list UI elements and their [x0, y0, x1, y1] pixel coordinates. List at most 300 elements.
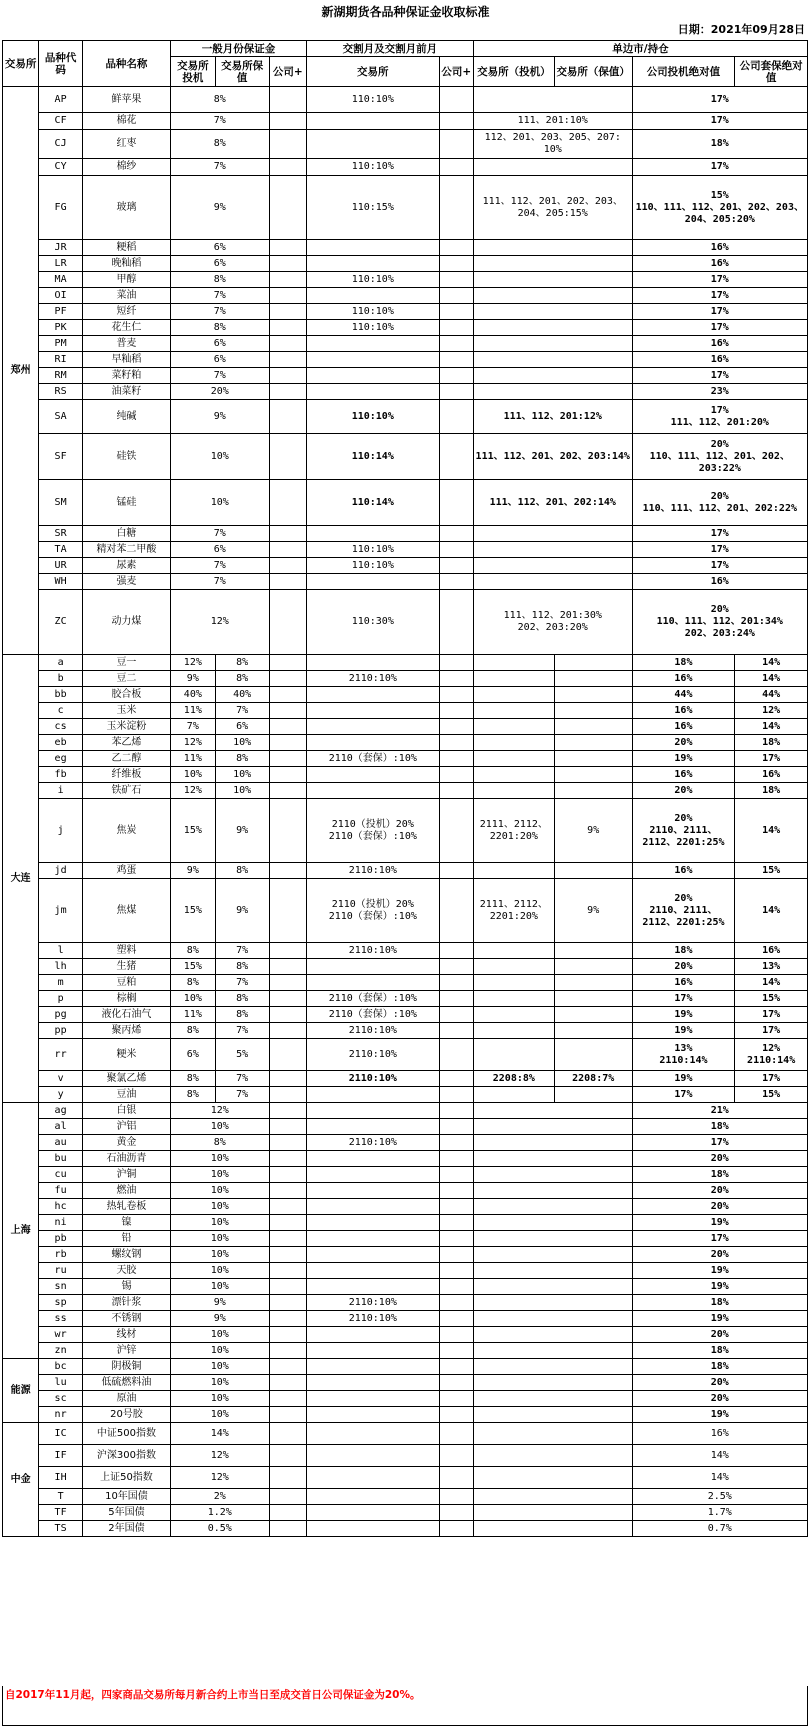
table-row	[3, 336, 808, 352]
table-row	[3, 735, 808, 751]
delivery-company-cell	[439, 558, 473, 574]
general-company-cell	[269, 1119, 306, 1135]
general-company-cell	[269, 783, 306, 799]
table-row	[3, 879, 808, 943]
table-row	[3, 272, 808, 288]
delivery-company-cell	[439, 1407, 473, 1423]
delivery-cell	[306, 1151, 439, 1167]
code-cell: ru	[39, 1263, 83, 1279]
general-margin-cell: 7%	[171, 574, 270, 590]
delivery-company-cell	[439, 959, 473, 975]
name-cell: 聚丙烯	[82, 1023, 170, 1039]
company-hedge-cell: 17%	[735, 1023, 808, 1039]
table-row	[3, 1007, 808, 1023]
name-cell: 棕榈	[82, 991, 170, 1007]
table-row	[3, 87, 808, 113]
single-spec-cell	[473, 975, 554, 991]
name-cell: 石油沥青	[82, 1151, 170, 1167]
code-cell: LR	[39, 256, 83, 272]
general-margin-cell: 10%	[171, 1151, 270, 1167]
single-hedge-cell	[554, 751, 632, 767]
company-hedge-cell: 17%	[735, 1007, 808, 1023]
table-row	[3, 113, 808, 130]
general-hedge-cell: 8%	[215, 959, 269, 975]
general-company-cell	[269, 368, 306, 384]
name-cell: 油菜籽	[82, 384, 170, 400]
table-row	[3, 863, 808, 879]
code-cell: IF	[39, 1445, 83, 1467]
general-spec-cell: 12%	[171, 655, 216, 671]
general-margin-cell: 7%	[171, 159, 270, 176]
single-hedge-cell	[554, 687, 632, 703]
delivery-company-cell	[439, 1199, 473, 1215]
delivery-company-cell	[439, 1279, 473, 1295]
company-spec-cell: 20%	[632, 783, 735, 799]
single-hedge-cell	[554, 1007, 632, 1023]
table-row	[3, 943, 808, 959]
delivery-company-cell	[439, 87, 473, 113]
table-row	[3, 590, 808, 655]
single-cell	[473, 159, 632, 176]
company-hedge-cell: 13%	[735, 959, 808, 975]
single-cell	[473, 1467, 632, 1489]
delivery-cell	[306, 767, 439, 783]
delivery-cell	[306, 240, 439, 256]
general-company-cell	[269, 336, 306, 352]
single-hedge-cell	[554, 1087, 632, 1103]
general-margin-cell: 2%	[171, 1489, 270, 1505]
company-spec-cell: 19%	[632, 1023, 735, 1039]
table-row	[3, 1295, 808, 1311]
company-cell: 19%	[632, 1263, 807, 1279]
general-company-cell	[269, 304, 306, 320]
company-cell: 17%	[632, 558, 807, 574]
table-row	[3, 1167, 808, 1183]
general-margin-cell: 10%	[171, 434, 270, 480]
general-company-cell	[269, 1375, 306, 1391]
header-row-1	[3, 41, 808, 57]
company-hedge-cell: 15%	[735, 1087, 808, 1103]
single-hedge-cell: 9%	[554, 879, 632, 943]
delivery-company-cell	[439, 799, 473, 863]
table-row	[3, 959, 808, 975]
general-margin-cell: 10%	[171, 1391, 270, 1407]
delivery-company-cell	[439, 1295, 473, 1311]
delivery-company-cell	[439, 1103, 473, 1119]
general-spec-cell: 8%	[171, 975, 216, 991]
company-cell: 14%	[632, 1467, 807, 1489]
single-cell	[473, 1135, 632, 1151]
code-cell: T	[39, 1489, 83, 1505]
general-company-cell	[269, 863, 306, 879]
company-hedge-cell: 17%	[735, 1071, 808, 1087]
delivery-cell: 2110（套保）:10%	[306, 1007, 439, 1023]
general-company-cell	[269, 574, 306, 590]
delivery-company-cell	[439, 1215, 473, 1231]
general-margin-cell: 10%	[171, 1119, 270, 1135]
code-cell: y	[39, 1087, 83, 1103]
general-margin-cell: 10%	[171, 1167, 270, 1183]
code-cell: eg	[39, 751, 83, 767]
single-hedge-cell	[554, 991, 632, 1007]
delivery-company-cell	[439, 719, 473, 735]
general-margin-cell: 8%	[171, 130, 270, 159]
general-spec-cell: 9%	[171, 671, 216, 687]
general-company-cell	[269, 975, 306, 991]
name-cell: 阴极铜	[82, 1359, 170, 1375]
single-cell	[473, 384, 632, 400]
single-cell	[473, 1263, 632, 1279]
name-cell: 原油	[82, 1391, 170, 1407]
delivery-cell: 110:10%	[306, 558, 439, 574]
code-cell: sc	[39, 1391, 83, 1407]
single-cell	[473, 1167, 632, 1183]
delivery-cell	[306, 1359, 439, 1375]
general-margin-cell: 10%	[171, 1375, 270, 1391]
company-cell: 18%	[632, 1167, 807, 1183]
general-company-cell	[269, 384, 306, 400]
general-company-cell	[269, 590, 306, 655]
general-company-cell	[269, 1103, 306, 1119]
company-hedge-cell: 14%	[735, 655, 808, 671]
general-hedge-cell: 10%	[215, 783, 269, 799]
code-cell: al	[39, 1119, 83, 1135]
company-spec-cell: 19%	[632, 1071, 735, 1087]
general-margin-cell: 10%	[171, 1279, 270, 1295]
code-cell: AP	[39, 87, 83, 113]
delivery-company-cell	[439, 687, 473, 703]
table-row	[3, 1311, 808, 1327]
name-cell: 沪深300指数	[82, 1445, 170, 1467]
code-cell: RI	[39, 352, 83, 368]
general-margin-cell: 8%	[171, 272, 270, 288]
code-cell: b	[39, 671, 83, 687]
delivery-company-cell	[439, 368, 473, 384]
name-cell: 螺纹钢	[82, 1247, 170, 1263]
general-company-cell	[269, 943, 306, 959]
single-cell	[473, 1505, 632, 1521]
general-margin-cell: 10%	[171, 480, 270, 526]
single-spec-cell	[473, 687, 554, 703]
company-cell: 20%	[632, 1183, 807, 1199]
company-spec-cell: 20%	[632, 959, 735, 975]
company-hedge-cell: 14%	[735, 719, 808, 735]
company-hedge-cell: 15%	[735, 863, 808, 879]
general-spec-cell: 6%	[171, 1039, 216, 1071]
general-spec-cell: 10%	[171, 991, 216, 1007]
general-spec-cell: 11%	[171, 751, 216, 767]
delivery-cell: 110:10%	[306, 159, 439, 176]
delivery-cell	[306, 1087, 439, 1103]
code-cell: TA	[39, 542, 83, 558]
delivery-cell	[306, 1505, 439, 1521]
table-row	[3, 783, 808, 799]
single-hedge-cell	[554, 671, 632, 687]
general-company-cell	[269, 799, 306, 863]
company-spec-cell: 17%	[632, 1087, 735, 1103]
single-cell: 111、201:10%	[473, 113, 632, 130]
company-cell: 17% 111、112、201:20%	[632, 400, 807, 434]
company-hedge-cell: 44%	[735, 687, 808, 703]
single-spec-cell	[473, 1039, 554, 1071]
general-margin-cell: 7%	[171, 304, 270, 320]
name-cell: 20号胶	[82, 1407, 170, 1423]
single-cell	[473, 1391, 632, 1407]
delivery-cell: 110:10%	[306, 320, 439, 336]
delivery-cell	[306, 1119, 439, 1135]
company-cell: 0.7%	[632, 1521, 807, 1537]
general-company-cell	[269, 1135, 306, 1151]
single-cell	[473, 1407, 632, 1423]
general-company-cell	[269, 879, 306, 943]
delivery-company-cell	[439, 304, 473, 320]
general-spec-cell: 8%	[171, 1023, 216, 1039]
single-hedge-cell	[554, 719, 632, 735]
general-company-cell	[269, 671, 306, 687]
general-hedge-cell: 5%	[215, 1039, 269, 1071]
name-cell: 塑料	[82, 943, 170, 959]
general-hedge-cell: 7%	[215, 1071, 269, 1087]
company-cell: 17%	[632, 87, 807, 113]
delivery-cell	[306, 735, 439, 751]
table-row	[3, 1231, 808, 1247]
single-cell	[473, 272, 632, 288]
general-company-cell	[269, 719, 306, 735]
general-company-cell	[269, 542, 306, 558]
table-row	[3, 1279, 808, 1295]
company-cell: 20%	[632, 1151, 807, 1167]
company-spec-cell: 16%	[632, 671, 735, 687]
delivery-company-cell	[439, 272, 473, 288]
delivery-cell	[306, 1445, 439, 1467]
code-cell: TF	[39, 1505, 83, 1521]
delivery-cell	[306, 368, 439, 384]
code-cell: PM	[39, 336, 83, 352]
single-spec-cell	[473, 959, 554, 975]
name-cell: 沪铜	[82, 1167, 170, 1183]
company-cell: 17%	[632, 159, 807, 176]
general-margin-cell: 6%	[171, 352, 270, 368]
company-spec-cell: 20% 2110、2111、2112、2201:25%	[632, 799, 735, 863]
header-delivery-exch: 交易所	[306, 57, 439, 87]
table-body	[3, 87, 808, 1537]
delivery-company-cell	[439, 1119, 473, 1135]
single-cell	[473, 1151, 632, 1167]
single-hedge-cell	[554, 959, 632, 975]
general-company-cell	[269, 767, 306, 783]
company-cell: 17%	[632, 320, 807, 336]
general-company-cell	[269, 1087, 306, 1103]
general-margin-cell: 9%	[171, 176, 270, 240]
table-row	[3, 320, 808, 336]
exchange-cell: 上海	[3, 1103, 39, 1359]
delivery-cell	[306, 959, 439, 975]
delivery-cell	[306, 1407, 439, 1423]
delivery-cell	[306, 256, 439, 272]
delivery-company-cell	[439, 1505, 473, 1521]
name-cell: 甲醇	[82, 272, 170, 288]
general-margin-cell: 9%	[171, 1311, 270, 1327]
code-cell: fu	[39, 1183, 83, 1199]
delivery-company-cell	[439, 1423, 473, 1445]
code-cell: ag	[39, 1103, 83, 1119]
company-cell: 16%	[632, 574, 807, 590]
general-hedge-cell: 10%	[215, 767, 269, 783]
single-spec-cell	[473, 1007, 554, 1023]
name-cell: 热轧卷板	[82, 1199, 170, 1215]
company-spec-cell: 19%	[632, 751, 735, 767]
single-cell	[473, 288, 632, 304]
name-cell: 精对苯二甲酸	[82, 542, 170, 558]
general-margin-cell: 10%	[171, 1183, 270, 1199]
delivery-company-cell	[439, 655, 473, 671]
company-cell: 17%	[632, 542, 807, 558]
code-cell: TS	[39, 1521, 83, 1537]
table-row	[3, 480, 808, 526]
table-row	[3, 1023, 808, 1039]
single-spec-cell	[473, 767, 554, 783]
delivery-company-cell	[439, 1087, 473, 1103]
general-company-cell	[269, 1247, 306, 1263]
single-cell	[473, 368, 632, 384]
company-spec-cell: 17%	[632, 991, 735, 1007]
general-spec-cell: 7%	[171, 719, 216, 735]
code-cell: zn	[39, 1343, 83, 1359]
table-row	[3, 1183, 808, 1199]
single-spec-cell	[473, 1087, 554, 1103]
name-cell: 10年国债	[82, 1489, 170, 1505]
table-row	[3, 288, 808, 304]
table-row	[3, 1445, 808, 1467]
delivery-company-cell	[439, 1231, 473, 1247]
table-row	[3, 159, 808, 176]
name-cell: 豆一	[82, 655, 170, 671]
single-cell: 111、112、201:30% 202、203:20%	[473, 590, 632, 655]
general-margin-cell: 9%	[171, 1295, 270, 1311]
code-cell: FG	[39, 176, 83, 240]
name-cell: 焦炭	[82, 799, 170, 863]
delivery-cell: 2110（套保）:10%	[306, 991, 439, 1007]
general-company-cell	[269, 526, 306, 542]
single-cell: 111、112、201、202:14%	[473, 480, 632, 526]
delivery-cell	[306, 352, 439, 368]
single-spec-cell	[473, 943, 554, 959]
single-spec-cell	[473, 655, 554, 671]
delivery-cell	[306, 655, 439, 671]
single-hedge-cell	[554, 863, 632, 879]
single-spec-cell	[473, 991, 554, 1007]
table-row	[3, 1119, 808, 1135]
code-cell: pb	[39, 1231, 83, 1247]
general-margin-cell: 12%	[171, 1467, 270, 1489]
general-spec-cell: 15%	[171, 879, 216, 943]
name-cell: 不锈钢	[82, 1311, 170, 1327]
general-company-cell	[269, 240, 306, 256]
company-hedge-cell: 15%	[735, 991, 808, 1007]
table-row	[3, 1087, 808, 1103]
general-company-cell	[269, 1343, 306, 1359]
name-cell: 镍	[82, 1215, 170, 1231]
general-company-cell	[269, 558, 306, 574]
table-row	[3, 434, 808, 480]
delivery-cell	[306, 1391, 439, 1407]
general-company-cell	[269, 735, 306, 751]
table-row	[3, 767, 808, 783]
company-cell: 18%	[632, 1295, 807, 1311]
code-cell: j	[39, 799, 83, 863]
table-row	[3, 799, 808, 863]
general-hedge-cell: 6%	[215, 719, 269, 735]
single-hedge-cell	[554, 975, 632, 991]
code-cell: nr	[39, 1407, 83, 1423]
single-cell	[473, 1199, 632, 1215]
code-cell: jd	[39, 863, 83, 879]
code-cell: SR	[39, 526, 83, 542]
single-cell	[473, 1375, 632, 1391]
general-company-cell	[269, 1151, 306, 1167]
name-cell: 花生仁	[82, 320, 170, 336]
single-cell	[473, 1489, 632, 1505]
general-spec-cell: 8%	[171, 943, 216, 959]
header-company-hedge: 公司套保绝对值	[735, 57, 808, 87]
code-cell: CY	[39, 159, 83, 176]
general-company-cell	[269, 751, 306, 767]
delivery-cell: 2110:10%	[306, 1039, 439, 1071]
single-spec-cell	[473, 863, 554, 879]
table-row	[3, 1039, 808, 1071]
delivery-cell	[306, 130, 439, 159]
code-cell: eb	[39, 735, 83, 751]
company-cell: 17%	[632, 304, 807, 320]
company-cell: 17%	[632, 113, 807, 130]
general-margin-cell: 8%	[171, 320, 270, 336]
delivery-company-cell	[439, 590, 473, 655]
company-cell: 20%	[632, 1391, 807, 1407]
name-cell: 生猪	[82, 959, 170, 975]
delivery-cell: 2110（投机）20% 2110（套保）:10%	[306, 799, 439, 863]
code-cell: sp	[39, 1295, 83, 1311]
table-row	[3, 1199, 808, 1215]
general-company-cell	[269, 1407, 306, 1423]
table-row	[3, 1151, 808, 1167]
single-cell	[473, 336, 632, 352]
single-cell	[473, 256, 632, 272]
company-cell: 2.5%	[632, 1489, 807, 1505]
general-hedge-cell: 10%	[215, 735, 269, 751]
table-row	[3, 991, 808, 1007]
page-title: 新湖期货各品种保证金收取标准	[321, 5, 490, 19]
delivery-company-cell	[439, 480, 473, 526]
company-spec-cell: 16%	[632, 767, 735, 783]
name-cell: 豆粕	[82, 975, 170, 991]
general-company-cell	[269, 159, 306, 176]
general-hedge-cell: 7%	[215, 1023, 269, 1039]
single-hedge-cell	[554, 1023, 632, 1039]
name-cell: 白糖	[82, 526, 170, 542]
general-company-cell	[269, 434, 306, 480]
single-cell	[473, 352, 632, 368]
delivery-company-cell	[439, 1311, 473, 1327]
delivery-cell: 2110:10%	[306, 1295, 439, 1311]
company-spec-cell: 13% 2110:14%	[632, 1039, 735, 1071]
general-company-cell	[269, 1199, 306, 1215]
delivery-company-cell	[439, 288, 473, 304]
general-margin-cell: 10%	[171, 1343, 270, 1359]
table-row	[3, 558, 808, 574]
general-company-cell	[269, 1295, 306, 1311]
delivery-company-cell	[439, 1359, 473, 1375]
delivery-cell	[306, 1167, 439, 1183]
